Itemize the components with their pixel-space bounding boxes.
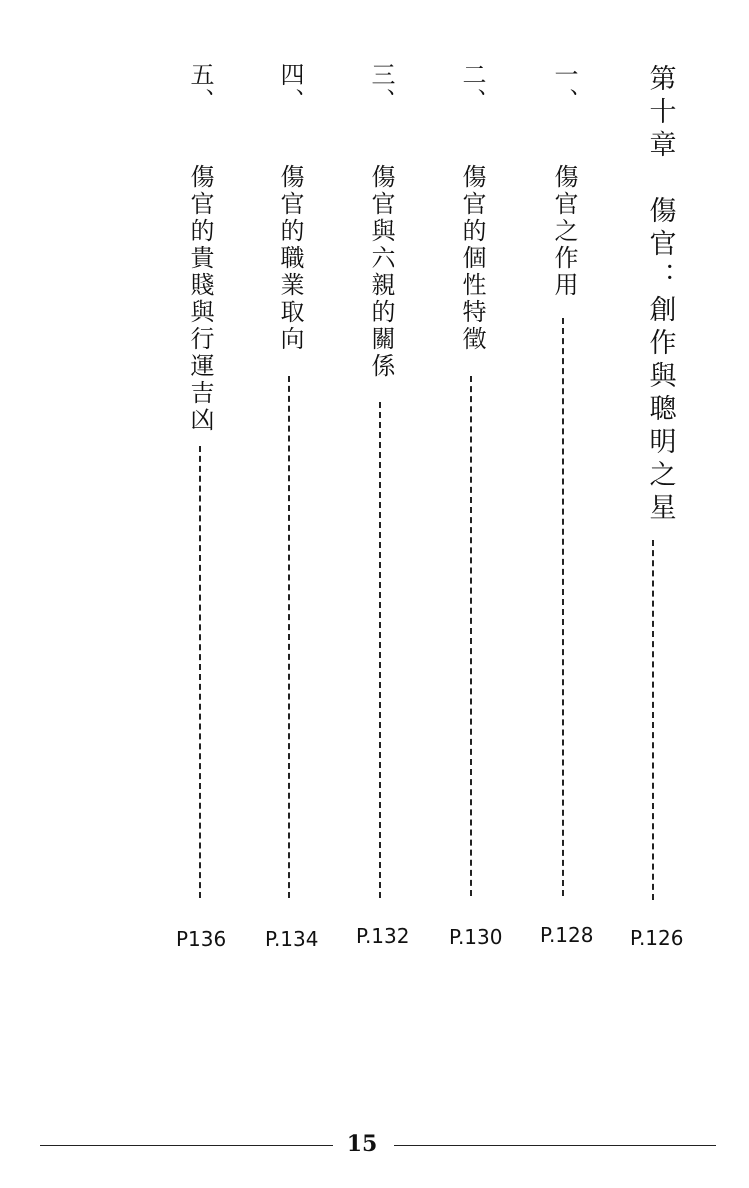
toc-entry-3-number: 三、 [367,62,395,114]
toc-entry-2-page-ref: P.130 [449,925,503,949]
toc-entry-1-leader [562,318,564,896]
toc-entry-5-leader [199,446,201,898]
toc-entry-1-page-ref: P.128 [540,923,594,947]
toc-entry-2-title: 傷官的個性特徵 [458,164,486,353]
toc-entry-5-page-ref: P136 [176,927,227,951]
toc-entry-2 [454,62,490,353]
toc-entry-3-page-ref: P.132 [356,924,410,948]
chapter-leader [652,540,654,900]
toc-entry-3 [363,62,399,380]
toc-entry-4-number: 四、 [276,62,304,114]
toc-entry-5-title: 傷官的貴賤與行運吉凶 [186,164,214,434]
toc-entry-1-number: 一、 [550,62,578,114]
chapter-title: 第十章 傷官：創作與聰明之星 [644,64,676,526]
toc-entry-2-number: 二、 [458,62,486,114]
chapter-heading [640,64,680,526]
toc-entry-4-page-ref: P.134 [265,927,319,951]
toc-entry-3-title: 傷官與六親的關係 [367,164,395,380]
chapter-page-ref: P.126 [630,926,684,950]
toc-entry-4-leader [288,376,290,898]
toc-entry-4-title: 傷官的職業取向 [276,164,304,353]
toc-entry-1-title: 傷官之作用 [550,164,578,299]
toc-entry-1 [546,62,582,299]
toc-entry-2-leader [470,376,472,896]
toc-entry-5-number: 五、 [186,62,214,114]
toc-entry-3-leader [379,402,381,898]
footer-rule-left [40,1145,333,1146]
toc-entry-5 [182,62,218,434]
toc-entry-4 [272,62,308,353]
footer-rule-right [394,1145,716,1146]
page-number: 15 [346,1131,378,1157]
